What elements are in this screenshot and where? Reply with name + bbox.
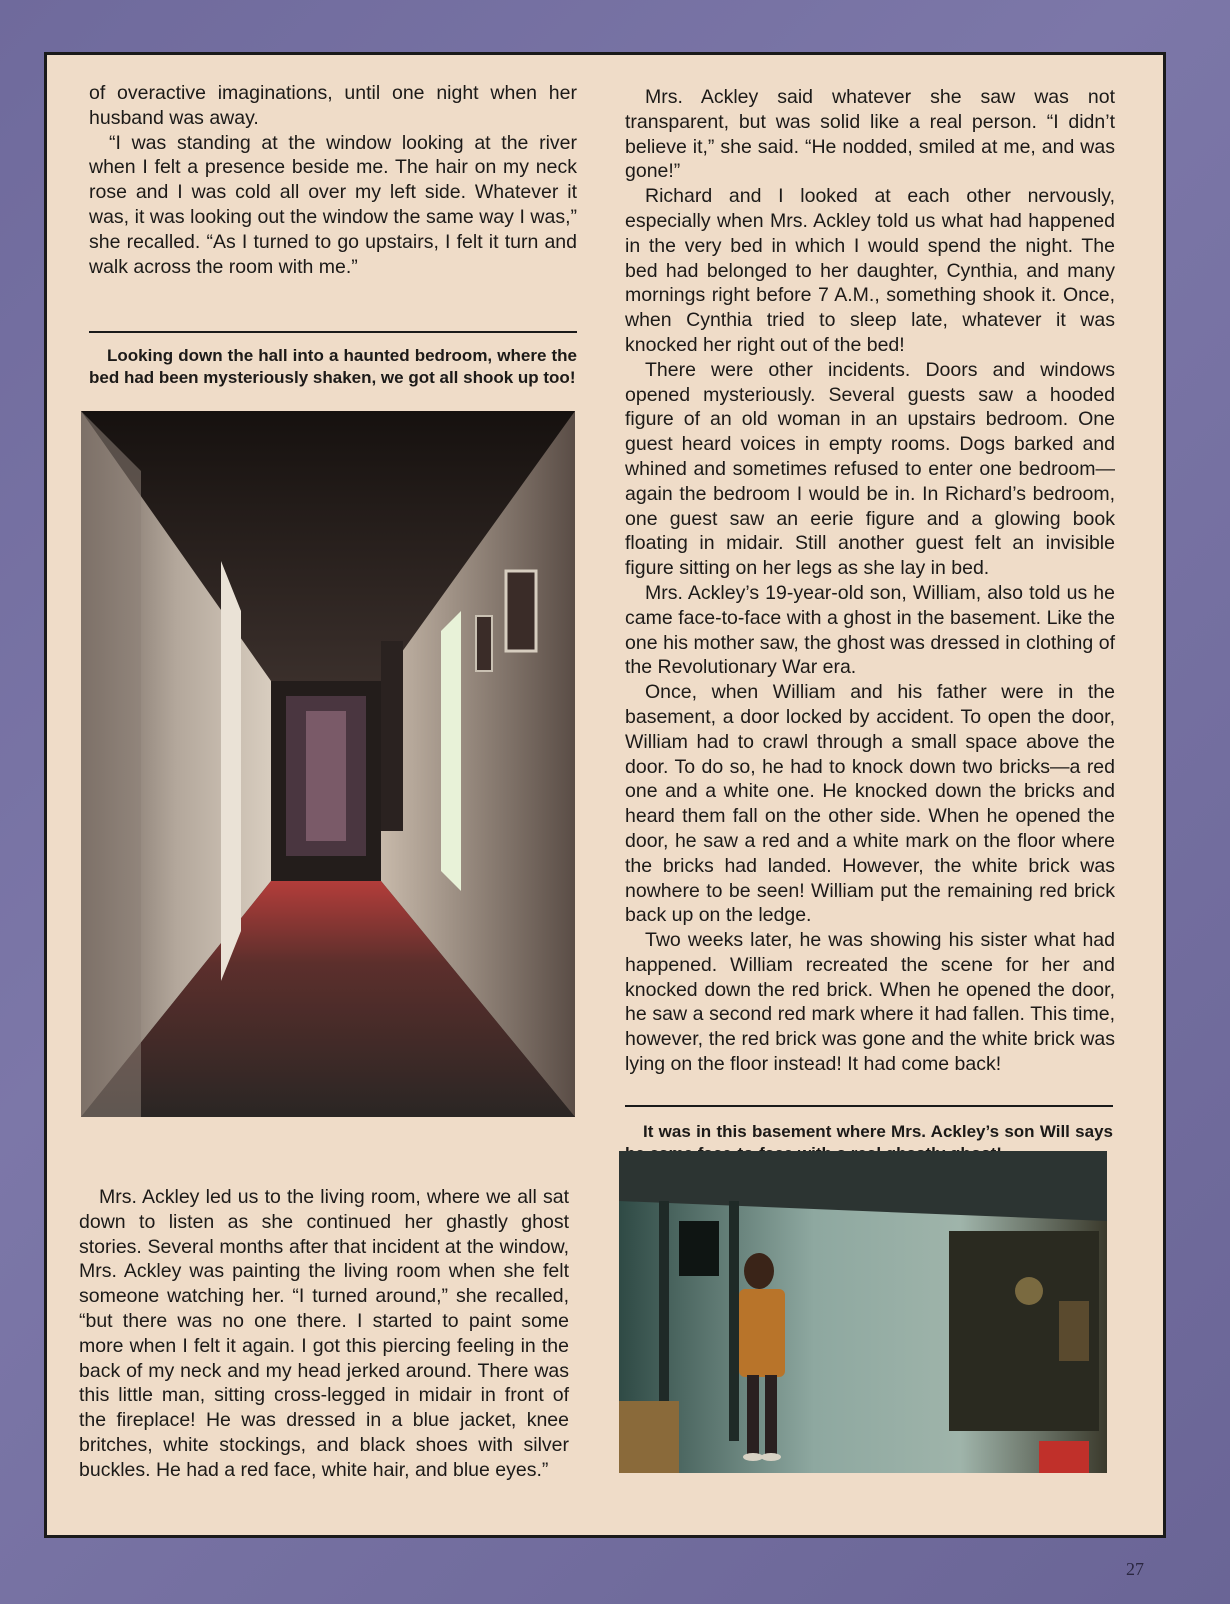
magazine-page bbox=[44, 52, 1166, 1538]
haunted-hallway-photo bbox=[81, 411, 575, 1117]
left-column-top-text bbox=[89, 81, 577, 279]
paragraph: Mrs. Ackley led us to the living room, where we all sat down to listen as she continued her ghastly ghost stories. Several months after that incident at the window, Mrs. Ackley was painting the living room when she felt someone watching her. “I turned around,” she recalled, “but there was no one there. I started to paint some more when I felt it again. I got this piercing feeling in the back of my neck and my head jerked around. There was this little man, sitting cross-legged in midair in front of the fireplace! He was dressed in a blue jacket, knee britches, white stockings, and black shoes with silver buckles. He had a red face, white hair, and blue eyes.” bbox=[79, 1186, 569, 1481]
caption-divider-left bbox=[89, 331, 577, 333]
paragraph: Once, when William and his father were in the basement, a door locked by accident. To open the door, William had to crawl through a small space above the door. To do so, he had to knock down two bricks—a red one and a white one. He knocked down the bricks and heard them fall on the other side. When he opened the door, he saw a red and a white mark on the floor where the bricks had landed. However, the white brick was nowhere to be seen! William put the remaining red brick back up on the ledge. bbox=[625, 681, 1115, 927]
page-number: 27 bbox=[1126, 1559, 1144, 1579]
paragraph: “I was standing at the window looking at the river when I felt a presence beside me. The hair on my neck rose and I was cold all over my left side. Whatever it was, it was looking out the window the same way I was,” she recalled. “As I turned to go upstairs, I felt it turn and walk across the room with me.” bbox=[89, 131, 577, 278]
paragraph: Richard and I looked at each other nervously, especially when Mrs. Ackley told us what had happened in the very bed in which I would spend the night. The bed had belonged to her daughter, Cynthia, and many mornings right before 7 A.M., something shook it. Once, when Cynthia tried to sleep late, whatever it was knocked her right out of the bed! bbox=[625, 185, 1115, 356]
right-column-text bbox=[625, 85, 1115, 1077]
paragraph: Mrs. Ackley said whatever she saw was not transparent, but was solid like a real person. “I didn’t believe it,” she said. “He nodded, smiled at me, and was gone!” bbox=[625, 86, 1115, 183]
paragraph: Mrs. Ackley’s 19-year-old son, William, also told us he came face-to-face with a ghost in the basement. Like the one his mother saw, the ghost was dressed in clothing of the Revolutionary War era. bbox=[625, 581, 1115, 679]
left-column-bottom-text bbox=[79, 1185, 569, 1483]
basement-photo bbox=[619, 1151, 1107, 1473]
caption-divider-right bbox=[625, 1105, 1113, 1107]
paragraph: Two weeks later, he was showing his sister what had happened. William recreated the scene for her and knocked down the red brick. When he opened the door, he saw a second red mark where it had fallen. This time, however, the red brick was gone and the white brick was lying on the floor instead! It had come back! bbox=[625, 929, 1115, 1076]
paragraph: There were other incidents. Doors and windows opened mysteriously. Several guests saw a hooded figure of an old woman in an upstairs bedroom. One guest heard voices in empty rooms. Dogs barked and whined and sometimes refused to enter one bedroom—again the bedroom I would be in. In Richard’s bedroom, one guest saw an eerie figure and a glowing book floating in midair. Still another guest felt an invisible figure sitting on her legs as she lay in bed. bbox=[625, 358, 1115, 580]
paragraph: of overactive imaginations, until one night when her husband was away. bbox=[89, 82, 577, 129]
basement-photo-caption: It was in this basement where Mrs. Ackley’s son Will says bbox=[643, 1122, 1113, 1141]
hallway-photo-caption: Looking down the hall into a haunted bedroom, where the bed had been mysteriously shaken, we got all shook up too! bbox=[89, 346, 577, 387]
